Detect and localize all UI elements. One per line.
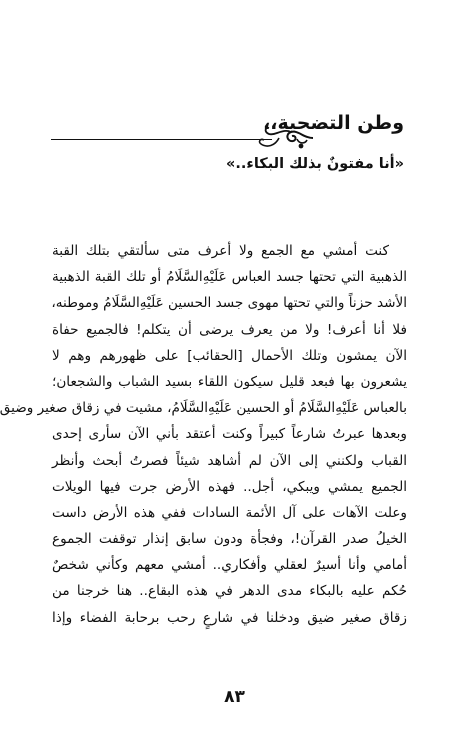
body-text <box>0 238 407 631</box>
chapter-title: وطن التضحية،، <box>263 112 404 134</box>
text-line: أمامي وأنا أسيرٌ لعقلي وأفكاري.. أمشي معهم وكأني شخصٌ <box>52 557 407 574</box>
text-line: حُكم عليه بالبكاء مدى الدهر في هذه البقاع.. هنا خرجنا من <box>52 583 407 600</box>
text-line: وبعدها عبرتُ شارعاً كبيراً وكنت أعتقد بأني الآن سأرى إحدى <box>52 426 407 443</box>
chapter-subtitle: «أنا مفتونٌ بذلك البكاء..» <box>226 156 404 172</box>
text-line: الذهبية التي تحتها جسد العباس عَلَيْهِ‌السَّلَامُ أو تلك القبة الذهبية <box>52 269 407 286</box>
text-line: الخيلُ صدر القرآن!، وفجأة ودون سابق إنذار توقفت الجموع <box>52 531 407 548</box>
text-line: الجميع يمشي ويبكي، أجل.. فهذه الأرض جرت فيها الويلات <box>52 478 407 495</box>
title-underline <box>51 139 272 140</box>
text-line: كنت أمشي مع الجمع ولا أعرف متى سألتقي بتلك القبة <box>52 243 389 259</box>
text-line: زقاق صغير ضيق ودخلنا في شارعٍ رحب برحابة الفضاء وإذا <box>52 609 407 626</box>
text-line: الآن يمشون وتلك الأحمال [الحقائب] على ظهورهم وهم لا <box>52 347 407 364</box>
page-number: ٨٣ <box>224 687 245 707</box>
chapter-heading <box>51 112 404 146</box>
text-line: فلا أنا أعرف! ولا من يعرف يرضى أن يتكلم! فالجميع حفاة <box>52 321 407 338</box>
text-line: الأشد حزناً والتي تحتها مهوى جسد الحسين عَلَيْهِ‌السَّلَامُ وموطنه، <box>51 295 407 312</box>
text-line: وعلت الآهات على آل الأئمة السادات ففي هذه الأرض داست <box>52 504 407 521</box>
text-line: القباب ولكنني إلى الآن لم أشاهد شيئاً فصرتُ أبحث وأنظر <box>52 452 407 469</box>
text-line: بالعباس عَلَيْهِ‌السَّلَامُ أو الحسين عَلَيْهِ‌السَّلَامُ، مشيت في زقاق صغير وضيق <box>0 400 407 417</box>
text-line: يشعرون بها فبعد قليل سيكون اللقاء بسيد الشباب والشجعان؛ <box>52 373 407 390</box>
